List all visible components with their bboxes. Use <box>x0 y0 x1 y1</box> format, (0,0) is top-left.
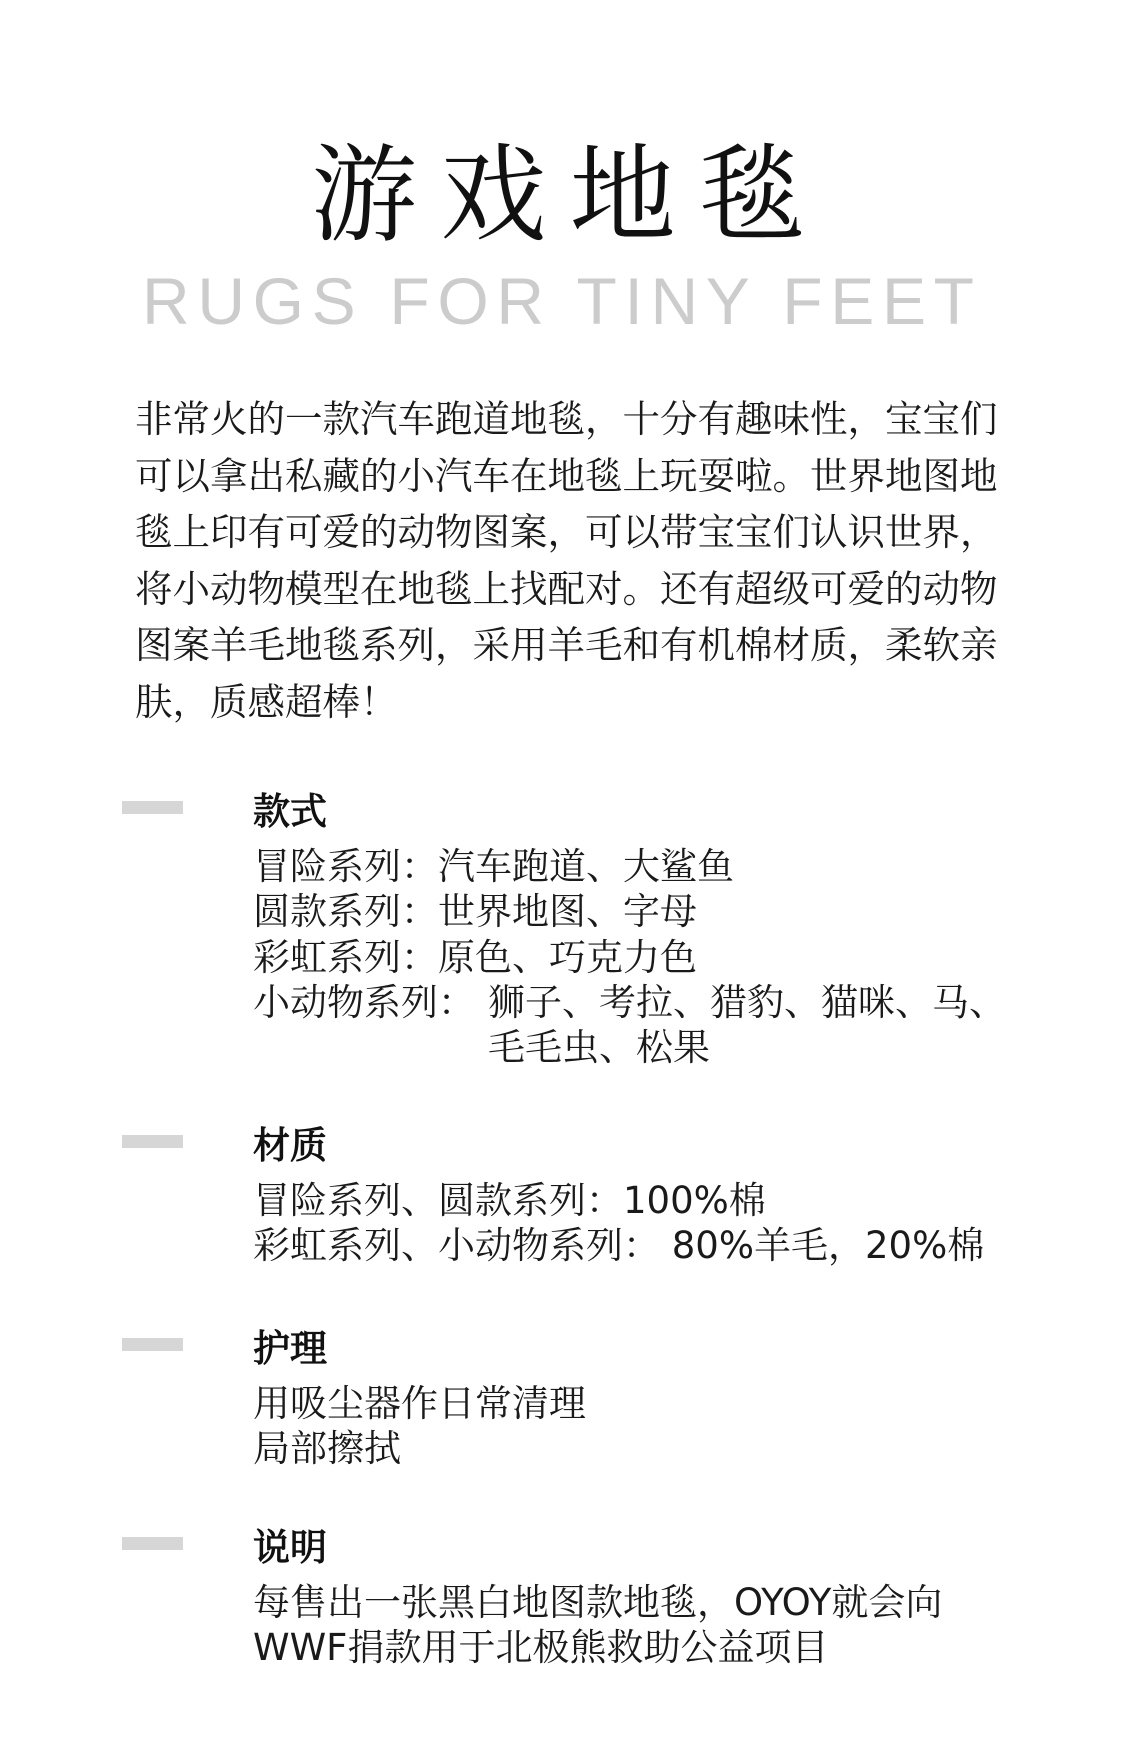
spec-line: 局部擦拭 <box>253 1427 401 1471</box>
animal-series-values <box>488 980 1006 1071</box>
section-marker <box>122 801 183 814</box>
section-body <box>253 1178 1136 1269</box>
intro-line: 图案羊毛地毯系列，采用羊毛和有机棉材质，柔软亲 <box>135 623 998 667</box>
section-heading: 说明 <box>253 1526 327 1569</box>
intro-paragraph <box>135 391 998 730</box>
spec-line: 圆款系列：世界地图、字母 <box>253 890 697 934</box>
section-heading: 护理 <box>253 1327 327 1370</box>
intro-line: 毯上印有可爱的动物图案，可以带宝宝们认识世界， <box>135 510 998 554</box>
section-material <box>0 1123 1136 1269</box>
spec-line: 彩虹系列、小动物系列： 80%羊毛，20%棉 <box>253 1224 985 1268</box>
intro-line: 将小动物模型在地毯上找配对。还有超级可爱的动物 <box>135 566 998 611</box>
page-subtitle: RUGS FOR TINY FEET <box>142 264 974 338</box>
animal-series-row <box>253 980 1136 1071</box>
section-body <box>253 844 1136 1070</box>
spec-line: WWF捐款用于北极熊救助公益项目 <box>253 1626 829 1670</box>
spec-line: 毛毛虫、松果 <box>488 1026 710 1070</box>
header-graphic <box>0 0 1136 360</box>
intro-line: 肤，质感超棒！ <box>135 679 398 724</box>
section-care <box>0 1326 1136 1472</box>
section-style <box>0 789 1136 1070</box>
spec-line: 每售出一张黑白地图款地毯，OYOY就会向 <box>253 1581 943 1624</box>
section-notes <box>0 1525 1136 1671</box>
intro-line: 非常火的一款汽车跑道地毯，十分有趣味性，宝宝们 <box>135 397 998 441</box>
spec-line: 冒险系列：汽车跑道、大鲨鱼 <box>253 845 734 888</box>
spec-line: 狮子、考拉、猎豹、猫咪、马、 <box>488 980 1006 1024</box>
spec-line: 用吸尘器作日常清理 <box>253 1382 586 1425</box>
animal-series-label: 小动物系列： <box>253 980 475 1024</box>
section-heading: 款式 <box>253 790 327 833</box>
section-heading: 材质 <box>253 1124 327 1167</box>
section-marker <box>122 1537 183 1550</box>
spec-line: 彩虹系列：原色、巧克力色 <box>253 935 697 979</box>
intro-line: 可以拿出私藏的小汽车在地毯上玩耍啦。世界地图地 <box>135 453 998 498</box>
section-body <box>253 1381 1136 1472</box>
spec-line: 冒险系列、圆款系列：100%棉 <box>253 1179 766 1222</box>
section-body <box>253 1580 1136 1671</box>
section-marker <box>122 1338 183 1351</box>
section-marker <box>122 1135 183 1148</box>
page-title: 游戏地毯 <box>311 134 805 257</box>
